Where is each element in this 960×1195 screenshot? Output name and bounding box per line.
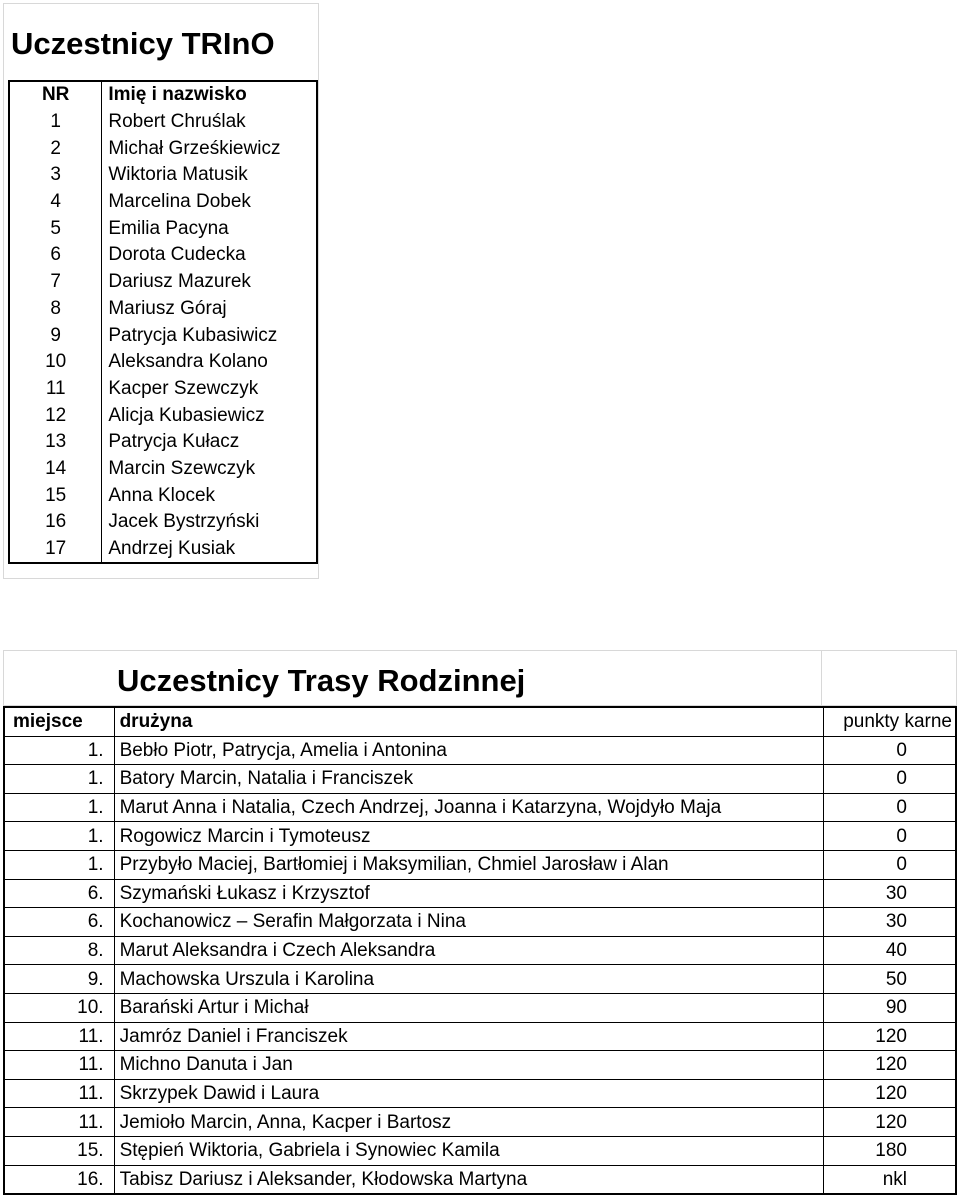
family-row-points: 120 <box>875 1025 907 1047</box>
family-row <box>4 736 956 765</box>
trino-row-nr: 9 <box>9 322 102 349</box>
family-row-points: 90 <box>885 997 907 1019</box>
trino-row-name: Patrycja Kubasiwicz <box>108 324 278 346</box>
trino-row-nr: 13 <box>9 429 102 456</box>
family-row <box>4 850 956 879</box>
trino-row <box>9 322 317 349</box>
trino-row-name: Alicja Kubasiewicz <box>108 404 265 426</box>
trino-row <box>9 509 317 536</box>
family-row <box>4 1165 956 1194</box>
trino-row <box>9 402 317 429</box>
trino-row-name: Dariusz Mazurek <box>108 271 251 293</box>
trino-row-name: Michał Grześkiewicz <box>108 137 281 159</box>
family-row-team: Machowska Urszula i Karolina <box>114 965 824 994</box>
family-header-team: drużyna <box>114 707 824 736</box>
family-row <box>4 822 956 851</box>
family-title-box <box>3 650 957 706</box>
family-row-place: 16. <box>4 1165 114 1194</box>
trino-row <box>9 269 317 296</box>
trino-row-nr: 11 <box>9 376 102 403</box>
family-title: Uczestnicy Trasy Rodzinnej <box>117 663 526 698</box>
family-row <box>4 879 956 908</box>
family-row <box>4 1022 956 1051</box>
trino-section <box>3 3 319 579</box>
trino-row-nr: 12 <box>9 402 102 429</box>
family-row-points: 0 <box>896 768 907 790</box>
trino-row-nr: 8 <box>9 296 102 323</box>
family-row-place: 10. <box>4 993 114 1022</box>
trino-row-name: Emilia Pacyna <box>108 217 229 239</box>
family-row-team: Marut Anna i Natalia, Czech Andrzej, Joanna i Katarzyna, Wojdyło Maja <box>114 793 824 822</box>
trino-title: Uczestnicy TRInO <box>11 26 275 61</box>
family-row-place: 1. <box>4 736 114 765</box>
trino-row-nr: 17 <box>9 536 102 564</box>
family-row-team: Batory Marcin, Natalia i Franciszek <box>114 765 824 794</box>
family-row-team: Marut Aleksandra i Czech Aleksandra <box>114 936 824 965</box>
family-row-points: 30 <box>885 882 907 904</box>
trino-row-name: Marcelina Dobek <box>108 191 251 213</box>
trino-header-name: Imię i nazwisko <box>108 84 247 106</box>
family-header-points: punkty karne <box>843 711 952 733</box>
family-row-points: 120 <box>875 1111 907 1133</box>
family-header-row <box>4 707 956 736</box>
trino-row <box>9 376 317 403</box>
family-row-team: Barański Artur i Michał <box>114 993 824 1022</box>
family-row-place: 1. <box>4 822 114 851</box>
trino-table-body <box>9 109 317 564</box>
trino-row-nr: 5 <box>9 215 102 242</box>
family-row-team: Bebło Piotr, Patrycja, Amelia i Antonina <box>114 736 824 765</box>
family-row <box>4 1079 956 1108</box>
family-table-body <box>4 736 956 1194</box>
trino-row-name: Andrzej Kusiak <box>108 538 236 560</box>
trino-row-nr: 3 <box>9 162 102 189</box>
trino-row-nr: 7 <box>9 269 102 296</box>
family-row-points: 0 <box>896 739 907 761</box>
trino-row-nr: 2 <box>9 135 102 162</box>
family-row-team: Tabisz Dariusz i Aleksander, Kłodowska Martyna <box>114 1165 824 1194</box>
family-row-team: Skrzypek Dawid i Laura <box>114 1079 824 1108</box>
family-row-team: Jemioło Marcin, Anna, Kacper i Bartosz <box>114 1108 824 1137</box>
family-row-place: 1. <box>4 850 114 879</box>
trino-row-name: Anna Klocek <box>108 484 216 506</box>
family-row-team: Przybyło Maciej, Bartłomiej i Maksymilian, Chmiel Jarosław i Alan <box>114 850 824 879</box>
trino-row-name: Robert Chruślak <box>108 111 246 133</box>
family-row-place: 6. <box>4 908 114 937</box>
family-row-place: 11. <box>4 1022 114 1051</box>
trino-row <box>9 189 317 216</box>
family-row-team: Michno Danuta i Jan <box>114 1051 824 1080</box>
trino-row-name: Jacek Bystrzyński <box>108 511 260 533</box>
family-row-points: 50 <box>885 968 907 990</box>
family-row-place: 11. <box>4 1108 114 1137</box>
trino-header-row <box>9 81 317 109</box>
trino-row <box>9 482 317 509</box>
trino-row-name: Marcin Szewczyk <box>108 457 256 479</box>
trino-row <box>9 456 317 483</box>
family-row-team: Kochanowicz – Serafin Małgorzata i Nina <box>114 908 824 937</box>
family-row-points: 0 <box>896 854 907 876</box>
trino-table <box>8 80 318 564</box>
family-row-place: 9. <box>4 965 114 994</box>
family-row <box>4 1051 956 1080</box>
trino-row-name: Wiktoria Matusik <box>108 164 248 186</box>
family-table <box>3 706 957 1195</box>
family-row-points: 120 <box>875 1054 907 1076</box>
family-row-points: 0 <box>896 825 907 847</box>
family-row-points: 0 <box>896 797 907 819</box>
family-row <box>4 765 956 794</box>
family-row-place: 6. <box>4 879 114 908</box>
trino-row <box>9 109 317 136</box>
trino-header-nr: NR <box>9 81 102 109</box>
family-row-place: 8. <box>4 936 114 965</box>
trino-row <box>9 215 317 242</box>
title-divider <box>821 651 822 707</box>
family-row-team: Szymański Łukasz i Krzysztof <box>114 879 824 908</box>
family-header-place: miejsce <box>4 707 114 736</box>
family-row <box>4 793 956 822</box>
family-row-place: 11. <box>4 1051 114 1080</box>
family-row-points: 40 <box>885 940 907 962</box>
trino-row-name: Aleksandra Kolano <box>108 351 268 373</box>
family-row-place: 15. <box>4 1136 114 1165</box>
trino-row-nr: 10 <box>9 349 102 376</box>
trino-row-nr: 14 <box>9 456 102 483</box>
trino-row <box>9 296 317 323</box>
trino-row <box>9 162 317 189</box>
trino-row-name: Kacper Szewczyk <box>108 377 259 399</box>
family-row-team: Jamróz Daniel i Franciszek <box>114 1022 824 1051</box>
trino-row-name: Dorota Cudecka <box>108 244 246 266</box>
trino-row <box>9 242 317 269</box>
family-row <box>4 936 956 965</box>
family-row <box>4 993 956 1022</box>
family-row <box>4 1108 956 1137</box>
trino-row-nr: 4 <box>9 189 102 216</box>
family-row-place: 1. <box>4 765 114 794</box>
trino-row <box>9 429 317 456</box>
trino-row-nr: 6 <box>9 242 102 269</box>
family-row-points: 120 <box>875 1083 907 1105</box>
family-row-points: nkl <box>882 1168 907 1190</box>
trino-row <box>9 349 317 376</box>
family-row-team: Rogowicz Marcin i Tymoteusz <box>114 822 824 851</box>
family-row-team: Stępień Wiktoria, Gabriela i Synowiec Kamila <box>114 1136 824 1165</box>
trino-row-nr: 1 <box>9 109 102 136</box>
family-row <box>4 1136 956 1165</box>
family-row-points: 30 <box>885 911 907 933</box>
trino-row <box>9 135 317 162</box>
family-row-place: 1. <box>4 793 114 822</box>
trino-row-name: Patrycja Kułacz <box>108 431 240 453</box>
trino-row-nr: 16 <box>9 509 102 536</box>
family-row-points: 180 <box>875 1140 907 1162</box>
family-section <box>3 650 957 1190</box>
trino-row-nr: 15 <box>9 482 102 509</box>
family-row <box>4 908 956 937</box>
family-row-place: 11. <box>4 1079 114 1108</box>
trino-row <box>9 536 317 564</box>
family-row <box>4 965 956 994</box>
trino-row-name: Mariusz Góraj <box>108 297 227 319</box>
